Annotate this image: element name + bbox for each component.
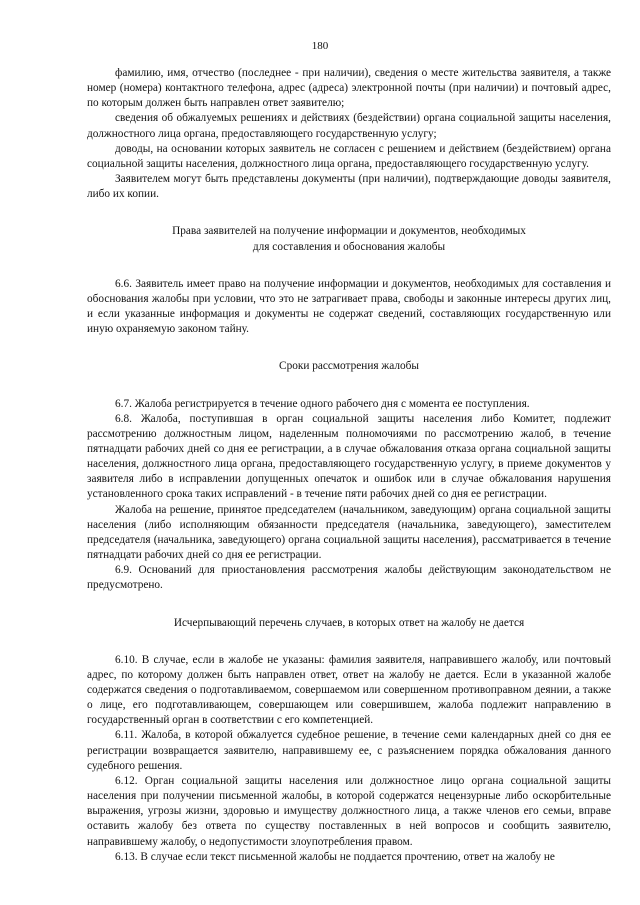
- heading-line: Права заявителей на получение информации и документов, необходимых: [172, 225, 526, 238]
- paragraph-6-7: 6.7. Жалоба регистрируется в течение одного рабочего дня с момента ее поступления.: [115, 397, 530, 410]
- paragraph-6-13: 6.13. В случае если текст письменной жалобы не поддается прочтению, ответ на жалобу не: [115, 850, 555, 863]
- heading-line: для составления и обоснования жалобы: [252, 240, 446, 253]
- page-number: 180: [311, 40, 329, 52]
- paragraph: Заявителем могут быть представлены документы (при наличии), подтверждающие доводы заявителя, либо их копии.: [87, 173, 611, 201]
- document-body: [87, 66, 611, 865]
- paragraph: фамилию, имя, отчество (последнее - при наличии), сведения о месте жительства заявителя, а также номер (номера) контактного телефона, адрес (адреса) электронной почты (при наличии) и почтовый адрес, по которым должен быть направлен ответ заявителю;: [87, 67, 611, 110]
- paragraph: доводы, на основании которых заявитель не согласен с решением и действием (бездействием) органа социальной защиты населения, должностного лица органа, предоставляющего государственную услугу.: [87, 142, 611, 170]
- paragraph-6-8: 6.8. Жалоба, поступившая в орган социальной защиты населения либо Комитет, подлежит рассмотрению должностным лицом, наделенным полномочиями по рассмотрению жалоб, в течение пятнадцати рабочих дней со дня ее регистрации, а в случае обжалования отказа органа социальной защиты населения, должностного лица органа, предоставляющего государственную услугу, в приеме документов у заявителя либо в исправлении допущенных опечаток и ошибок или в случае обжалования нарушения установленного срока таких исправлений - в течение пяти рабочих дней со дня ее регистрации.: [87, 412, 611, 501]
- section-heading-no-answer: Исчерпывающий перечень случаев, в которых ответ на жалобу не дается: [173, 616, 525, 629]
- paragraph: сведения об обжалуемых решениях и действиях (бездействии) органа социальной защиты населения, должностного лица органа, предоставляющего государственную услугу;: [87, 112, 611, 140]
- section-heading-rights: [87, 224, 611, 254]
- section-heading-terms: Сроки рассмотрения жалобы: [279, 360, 419, 373]
- paragraph-6-12: 6.12. Орган социальной защиты населения или должностное лицо органа социальной защиты населения при получении письменной жалобы, в которой содержатся нецензурные либо оскорбительные выражения, угрозы жизни, здоровью и имуществу должностного лица, а также членов его семьи, вправе оставить жалобу без ответа по существу поставленных в ней вопросов и сообщить заявителю, направившему жалобу, о недопустимости злоупотребления правом.: [87, 774, 611, 848]
- paragraph-6-6: 6.6. Заявитель имеет право на получение информации и документов, необходимых для составления и обоснования жалобы при условии, что это не затрагивает права, свободы и законные интересы других лиц, и если указанные информация и документы не содержат сведений, составляющих государственную или иную охраняемую законом тайну.: [87, 277, 611, 336]
- paragraph-6-9: 6.9. Оснований для приостановления рассмотрения жалобы действующим законодательством не предусмотрено.: [87, 564, 611, 592]
- paragraph-6-11: 6.11. Жалоба, в которой обжалуется судебное решение, в течение семи календарных дней со дня ее регистрации возвращается заявителю, направившему ее, с разъяснением порядка обжалования данного судебного решения.: [87, 729, 611, 772]
- paragraph-6-10: 6.10. В случае, если в жалобе не указаны: фамилия заявителя, направившего жалобу, или почтовый адрес, по которому должен быть направлен ответ, ответ на жалобу не дается. Если в указанной жалобе содержатся сведения о подготавливаемом, совершаемом или совершенном противоправном деянии, а также о лице, его подготавливающем, совершающем или совершившем, жалоба подлежит направлению в государственный орган в соответствии с его компетенцией.: [87, 653, 611, 727]
- paragraph: Жалоба на решение, принятое председателем (начальником, заведующим) органа социальной защиты населения (либо исполняющим обязанности председателя (начальника, заведующего), заместителем председателя (начальника, заведующего) органа социальной защиты населения), рассматривается в течение пятнадцати рабочих дней со дня ее регистрации.: [87, 503, 611, 562]
